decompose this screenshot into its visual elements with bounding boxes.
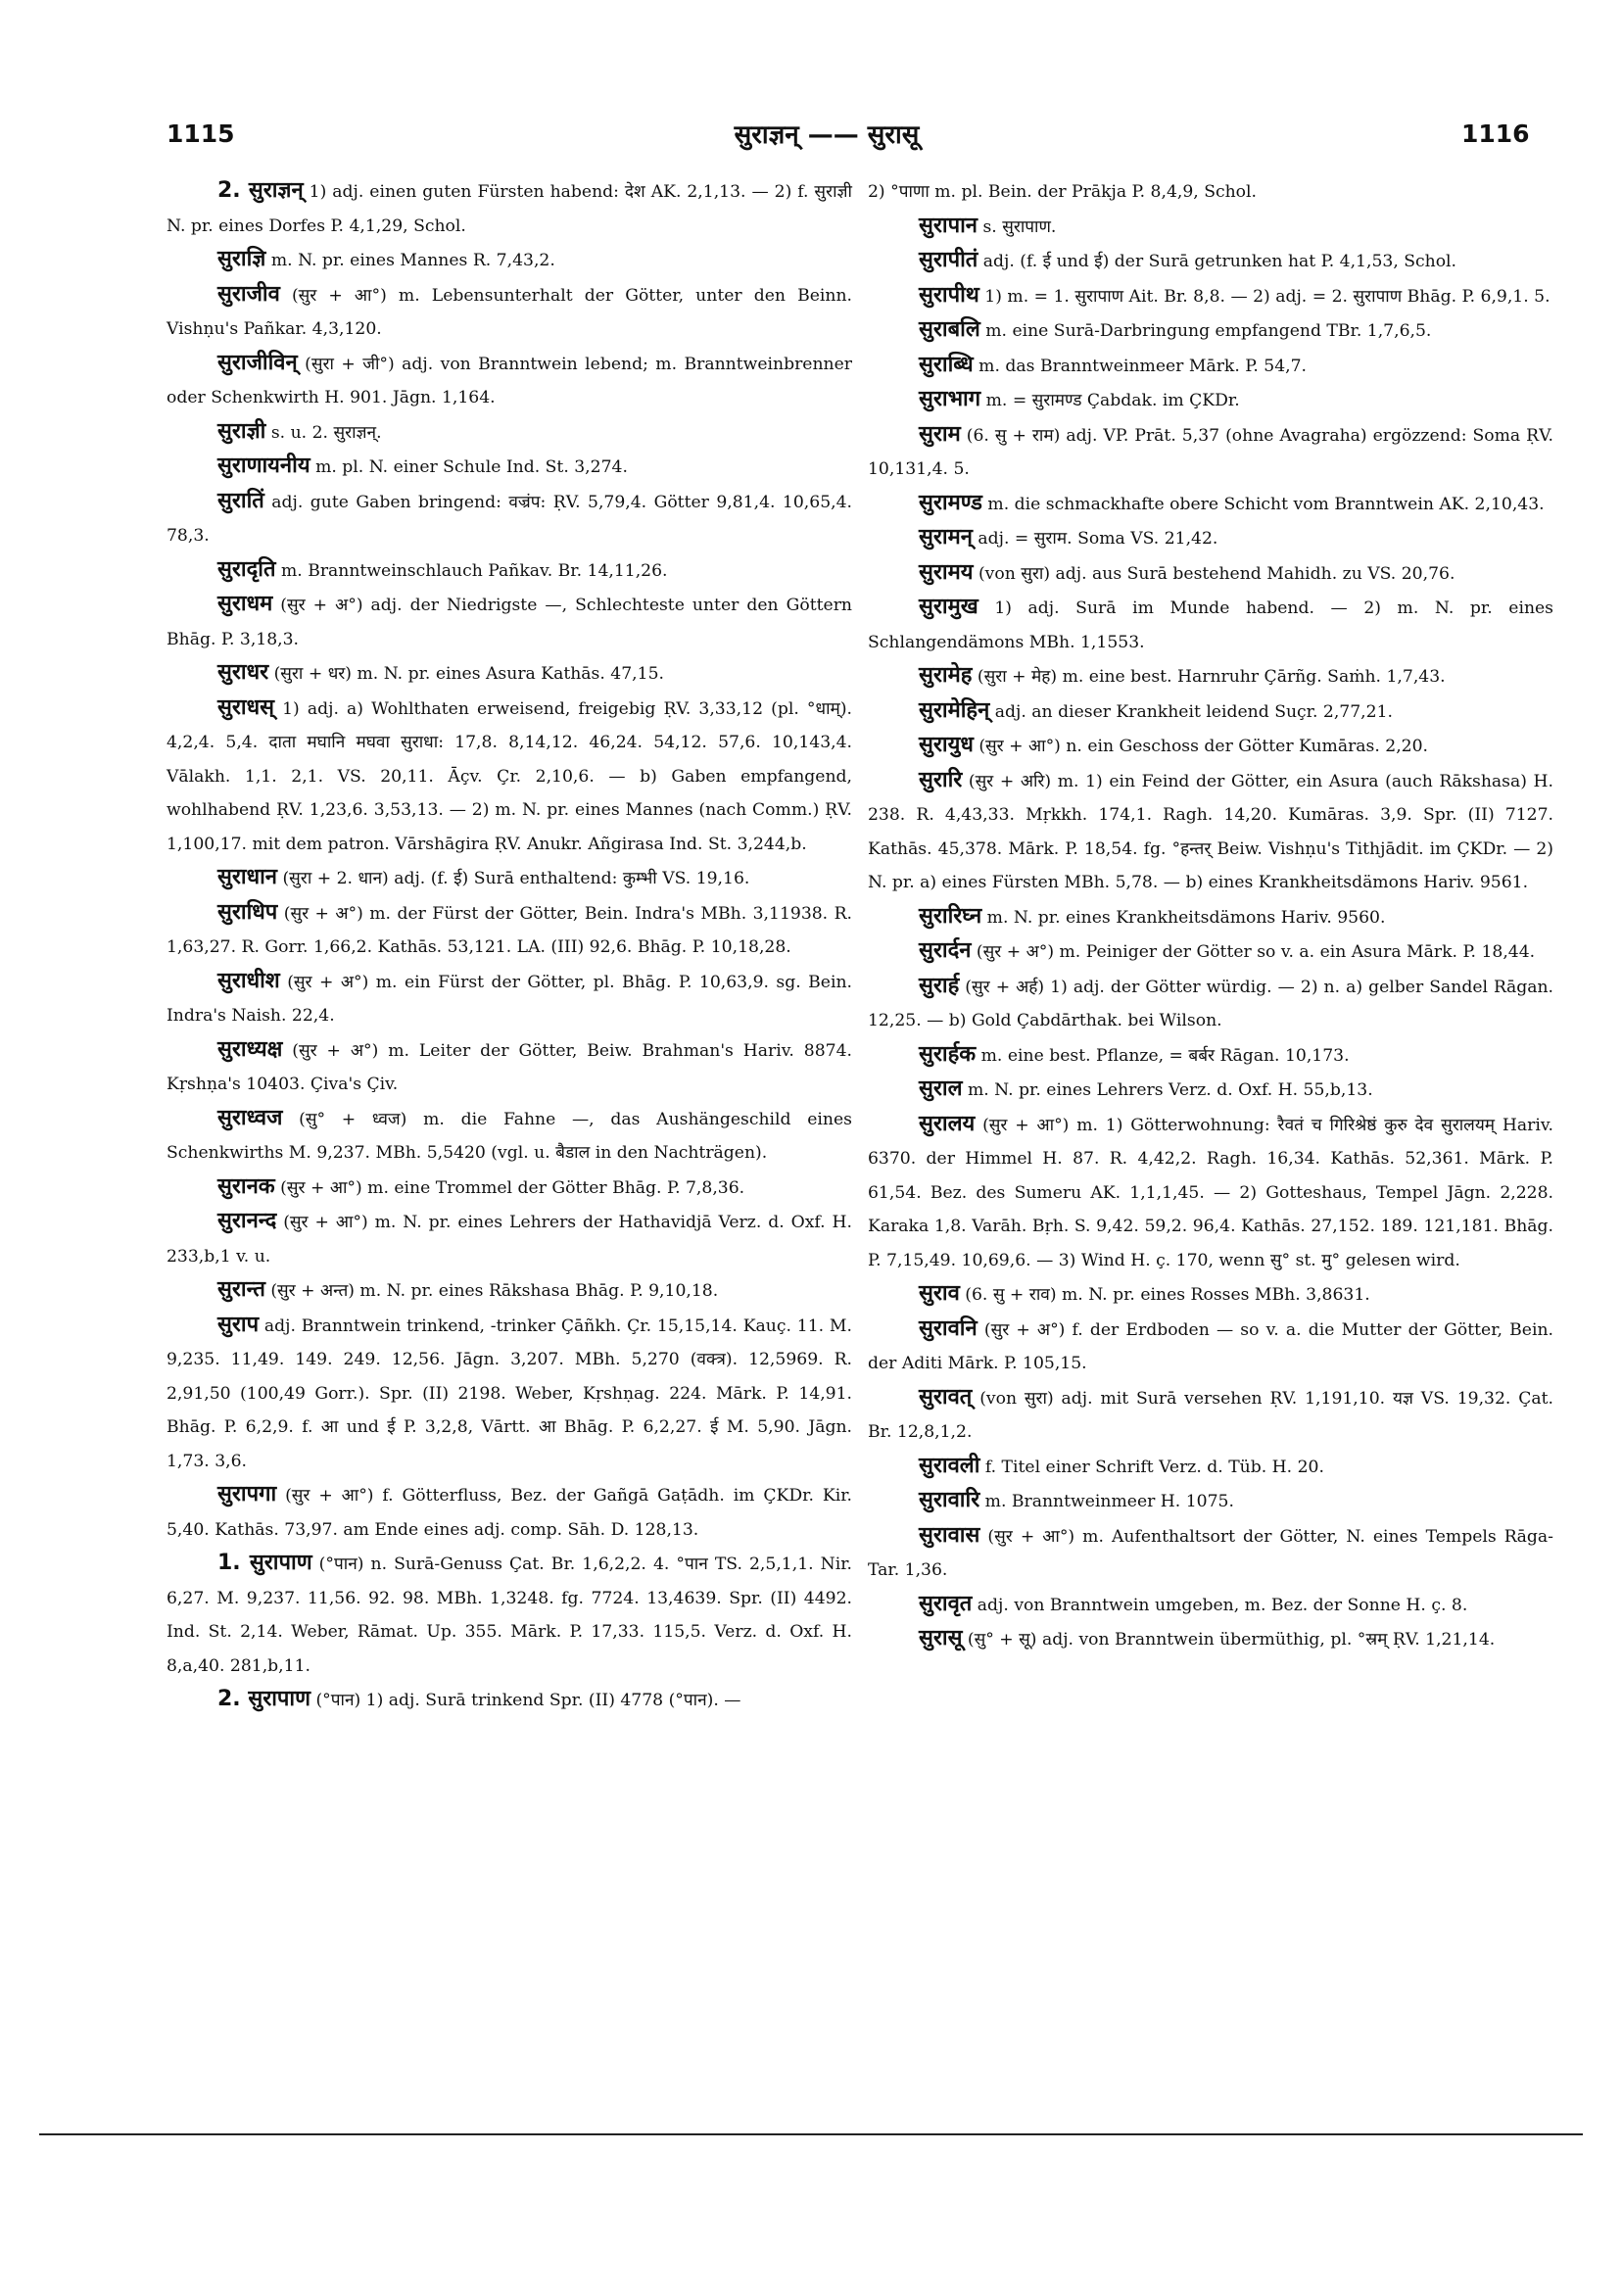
entry-headword: सुराल [919,1076,963,1101]
entry-text: m. Branntweinschlauch Pañkav. Br. 14,11,26. [275,560,668,581]
entry-text: 1) adj. Surā im Munde habend. — 2) m. N. pr. eines Schlangendämons MBh. 1,1553. [868,598,1553,652]
entry-text: adj. (f. ई und ई) der Surā getrunken hat P. 4,1,53, Schol. [978,252,1457,271]
entry-headword: सुरावृत [919,1591,973,1616]
dictionary-entry [868,349,1553,384]
dictionary-entry [868,244,1553,279]
entry-headword: सुरातिं [217,488,264,513]
entry-text: (सुर + आ°) f. Götterfluss, Bez. der Gañgā Gaṭādh. im ÇKDr. Kir. 5,40. Kathās. 73,97. am Ende eines adj. comp. Sāh. D. 128,13. [167,1486,852,1540]
entry-headword: सुरामय [919,559,974,585]
dictionary-entry [868,1313,1553,1381]
entry-headword: सुराम [919,421,961,447]
entry-headword: सुरावास [919,1522,980,1548]
entry-text: (°पान) 1) adj. Surā trinkend Spr. (II) 4778 (°पान). — [310,1691,741,1710]
running-header: सुराज्ञन् —— सुरासू [734,120,920,150]
dictionary-entry [868,900,1553,935]
dictionary-entry [167,243,852,278]
entry-text: m. pl. N. einer Schule Ind. St. 3,274. [310,457,628,477]
entry-text: (सुर + आ°) m. Lebensunterhalt der Götter, unter den Beinn. Vishṇu's Pañkar. 4,3,120. [167,285,852,339]
entry-text: (सुरा + जी°) adj. von Branntwein lebend; m. Branntweinbrenner oder Schenkwirth H. 901. Jāgn. 1,164. [167,354,852,407]
entry-text: (सुर + अन्त) m. N. pr. eines Rākshasa Bhāg. P. 9,10,18. [264,1281,719,1301]
entry-text: (सुर + आ°) m. 1) Götterwohnung: रैवतं च गिरिश्रेष्ठं कुरु देव सुरालयम् Hariv. 6370. der Himmel H. 87. R. 4,42,2. Ragh. 16,34. Kathās. 52,361. Mārk. P. 61,54. Bez. des Sumeru AK. 1,1,1,45. — 2) Gotteshaus, Tempel Jāgn. 2,228. Karaka 1,8. Varāh. Bṛh. S. 9,42. 59,2. 96,4. Kathās. 27,152. 189. 121,181. Bhāg. P. 7,15,49. 10,69,6. — 3) Wind H. ç. 170, wenn सु° st. मु° gelesen wird. [868,1115,1553,1270]
dictionary-entry [167,861,852,896]
entry-text: (सुर + अर्ह) 1) adj. der Götter würdig. — 2) n. a) gelber Sandel Rāgan. 12,25. — b) Gold Çabdārthak. bei Wilson. [868,977,1553,1030]
entry-headword: सुरान्त [217,1277,265,1302]
entry-text: s. सुरापाण. [977,216,1057,237]
entry-headword: सुरानन्द [217,1209,277,1233]
entry-headword: सुराधम [217,592,273,616]
entry-headword: सुराप [217,1312,260,1337]
entry-headword: सुराधान [217,865,278,889]
entry-headword: सुरादृति [217,556,276,582]
entry-headword: सुराज्ञी [217,418,266,444]
entry-text: (सुर + आ°) m. eine Trommel der Götter Bhāg. P. 7,8,36. [274,1177,745,1198]
entry-headword: सुरायुध [919,733,974,757]
entry-text: (सु° + ध्वज) m. die Fahne —, das Aushängeschild eines Schenkwirths M. 9,237. MBh. 5,5420 (vgl. u. बैडाल in den Nachträgen). [167,1109,852,1163]
entry-text: (°पान) n. Surā-Genuss Çat. Br. 1,6,2,2. 4. °पान TS. 2,5,1,1. Nir. 6,27. M. 9,237. 11,56. 92. 98. MBh. 1,3248. fg. 7724. 13,4639. Spr. (II) 4492. Ind. St. 2,14. Weber, Rāmat. Up. 355. Mārk. P. 17,33. 115,5. Verz. d. Oxf. H. 8,a,40. 281,b,11. [167,1555,852,1676]
entry-text: (सुर + अरि) m. 1) ein Feind der Götter, ein Asura (auch Rākshasa) H. 238. R. 4,43,33. Mṛkkh. 174,1. Ragh. 14,20. Kumāras. 3,9. Spr. (II) 7127. Kathās. 45,378. Mārk. P. 18,54. fg. °हन्तर् Beiw. Vishṇu's Tithjādit. im ÇKDr. — 2) N. pr. a) eines Fürsten MBh. 5,78. — b) eines Krankheitsdämons Hariv. 9561. [868,771,1553,892]
entry-text: (von सुरा) adj. aus Surā bestehend Mahidh. zu VS. 20,76. [973,563,1455,584]
dictionary-entry [868,521,1553,556]
dictionary-entry [868,1519,1553,1588]
entry-headword: सुरापान [919,213,978,238]
entry-headword: सुरामण्ड [919,490,982,515]
entry-text: (von सुरा) adj. mit Surā versehen ṚV. 1,191,10. यज्ञ VS. 19,32. Çat. Br. 12,8,1,2. [868,1388,1553,1442]
entry-headword: सुरावली [919,1453,980,1478]
dictionary-entry [868,210,1553,245]
entry-text: 1) adj. einen guten Fürsten habend: देश AK. 2,1,13. — 2) f. सुराज्ञी N. pr. eines Dorfes P. 4,1,29, Schol. [167,182,852,236]
entry-headword: सुराज्ञि [217,247,266,271]
dictionary-entry [167,415,852,451]
dictionary-entry [868,383,1553,418]
dictionary-entry [167,174,852,243]
dictionary-entry [167,485,852,553]
entry-headword: 1. सुरापाण [217,1551,312,1575]
entry-text: s. u. 2. सुराज्ञन्. [265,422,382,443]
entry-headword: सुरामेहिन् [919,697,990,723]
entry-text: (सुर + आ°) m. N. pr. eines Lehrers der Hathavidjā Verz. d. Oxf. H. 233,b,1 v. u. [167,1213,852,1267]
dictionary-entry [868,659,1553,694]
dictionary-entry [868,1588,1553,1623]
dictionary-entry [868,279,1553,314]
entry-headword: सुराब्धि [919,352,974,377]
entry-text: (सुर + अ°) m. der Fürst der Götter, Bein. Indra's MBh. 3,11938. R. 1,63,27. R. Gorr. 1,66,2. Kathās. 53,121. LA. (III) 92,6. Bhāg. P. 10,18,28. [167,903,852,957]
entry-headword: सुरापगा [217,1482,277,1507]
dictionary-entry [868,313,1553,349]
dictionary-entry [167,965,852,1033]
entry-headword: सुरापीतं [919,248,978,272]
entry-headword: सुरावत् [919,1384,973,1410]
entry-text: m. N. pr. eines Mannes R. 7,43,2. [265,251,555,270]
entry-text: m. eine Surā-Darbringung empfangend TBr. 1,7,6,5. [979,321,1432,341]
entry-headword: सुराधर [217,660,269,685]
dictionary-entry [868,174,1553,210]
dictionary-entry [167,1309,852,1479]
dictionary-entry [167,1547,852,1683]
dictionary-entry [167,347,852,415]
entry-text: m. N. pr. eines Lehrers Verz. d. Oxf. H. 55,b,13. [962,1080,1373,1100]
entry-headword: सुराध्वज [217,1105,283,1130]
entry-text: m. die schmackhafte obere Schicht vom Branntwein AK. 2,10,43. [981,494,1545,514]
entry-headword: सुराणायनीय [217,454,310,478]
dictionary-entry [868,591,1553,659]
entry-headword: सुराजीव [217,281,280,307]
entry-text: adj. = सुराम. Soma VS. 21,42. [972,529,1218,549]
dictionary-entry [868,1484,1553,1519]
entry-headword: सुराधस् [217,694,274,720]
entry-text: 1) m. = 1. सुरापाण Ait. Br. 8,8. — 2) adj. = 2. सुरापाण Bhāg. P. 6,9,1. 5. [978,286,1550,307]
bottom-rule [39,2133,1583,2135]
dictionary-entry [167,656,852,692]
entry-text: m. eine best. Pflanze, = बर्बर Rāgan. 10,173. [976,1045,1350,1066]
dictionary-entry [167,1171,852,1206]
entry-headword: सुरावनि [919,1315,978,1341]
entry-text: m. N. pr. eines Krankheitsdämons Hariv. 9560. [981,907,1386,928]
dictionary-entry [868,556,1553,592]
entry-text: (6. सु + राम) adj. VP. Prāt. 5,37 (ohne Avagraha) ergözzend: Soma ṚV. 10,131,4. 5. [868,425,1553,479]
entry-headword: सुराध्यक्ष [217,1036,283,1062]
entry-text: m. = सुरामण्ड Çabdak. im ÇKDr. [980,391,1240,410]
entry-text: adj. Branntwein trinkend, -trinker Çāñkh. Çr. 15,15,14. Kauç. 11. M. 9,235. 11,49. 149. 249. 12,56. Jāgn. 3,207. MBh. 5,270 (वक्त्र). 12,5969. R. 2,91,50 (100,49 Gorr.). Spr. (II) 2198. Weber, Kṛshṇag. 224. Mārk. P. 14,91. Bhāg. P. 6,2,9. f. आ und ई P. 3,2,8, Vārtt. आ Bhāg. P. 6,2,27. ई M. 5,90. Jāgn. 1,73. 3,6. [167,1315,852,1471]
entry-text: (सुर + अ°) m. ein Fürst der Götter, pl. Bhāg. P. 10,63,9. sg. Bein. Indra's Naish. 22,4. [167,972,852,1026]
entry-text: (6. सु + राव) m. N. pr. eines Rosses MBh. 3,8631. [959,1285,1370,1305]
entry-text: (सुर + अ°) m. Peiniger der Götter so v. a. ein Asura Mārk. P. 18,44. [971,942,1536,962]
entry-headword: सुरामुख [919,595,978,619]
entry-text: f. Titel einer Schrift Verz. d. Tüb. H. 20. [979,1457,1324,1477]
dictionary-entry [868,418,1553,487]
entry-text: m. das Branntweinmeer Mārk. P. 54,7. [973,356,1307,376]
dictionary-entry [868,764,1553,900]
dictionary-entry [167,1033,852,1102]
dictionary-entry [167,1273,852,1309]
entry-headword: सुरार्दन [919,938,972,963]
page-number-right: 1116 [1461,120,1530,148]
entry-headword: सुराभाग [919,387,981,411]
entry-headword: सुरानक [217,1173,275,1199]
entry-headword: सुराधिप [217,899,278,925]
entry-text: 1) adj. a) Wohlthaten erweisend, freigebig ṚV. 3,33,12 (pl. °धाम्). 4,2,4. 5,4. दाता मघानि मघवा सुराधा: 17,8. 8,14,12. 46,24. 54,12. 57,6. 10,143,4. Vālakh. 1,1. 2,1. VS. 20,11. Āçv. Çr. 2,10,6. — b) Gaben empfangend, wohlhabend ṚV. 1,23,6. 3,53,13. — 2) m. N. pr. eines Mannes (nach Comm.) ṚV. 1,100,17. mit dem patron. Vārshāgira ṚV. Anukr. Añgirasa Ind. St. 3,244,b. [167,698,852,854]
dictionary-entry [868,1277,1553,1313]
entry-text: (सुरा + धर) m. N. pr. eines Asura Kathās. 47,15. [268,664,664,684]
entry-headword: सुरासू [919,1626,963,1650]
entry-headword: सुरामन् [919,525,973,550]
entry-headword: 2. सुरापाण [217,1687,310,1711]
entry-text: 2) °पाणा m. pl. Bein. der Prākja P. 8,4,9, Schol. [868,182,1257,202]
entry-headword: सुराधीश [217,968,280,993]
dictionary-entry [167,1102,852,1171]
dictionary-entry [868,1073,1553,1108]
entry-headword: सुराजीविन् [217,350,298,375]
entry-text: adj. von Branntwein umgeben, m. Bez. der Sonne H. ç. 8. [972,1595,1468,1615]
dictionary-entry [167,450,852,485]
entry-text: (सुरा + मेह) m. eine best. Harnruhr Çārñg. Saṁh. 1,7,43. [972,667,1446,687]
page-number-left: 1115 [167,120,235,148]
dictionary-entry [868,487,1553,522]
entry-headword: सुरालय [919,1111,976,1136]
dictionary-entry [167,1478,852,1547]
dictionary-entry [868,1108,1553,1278]
entry-headword: सुरार्ह [919,973,960,998]
entry-text: adj. an dieser Krankheit leidend Suçr. 2,77,21. [989,701,1393,722]
entry-text: m. Branntweinmeer H. 1075. [979,1492,1234,1511]
entry-headword: सुरावारि [919,1488,980,1512]
entry-headword: 2. सुराज्ञन् [217,178,304,203]
entry-headword: सुराव [919,1281,960,1306]
dictionary-entry [868,934,1553,970]
dictionary-entry [167,692,852,862]
entry-headword: सुरारिघ्न [919,903,982,929]
entry-text: (सु° + सू) adj. von Branntwein übermüthig, pl. °स्रम् ṚV. 1,21,14. [962,1630,1496,1650]
entry-text: (सुरा + 2. धान) adj. (f. ई) Surā enthaltend: कुम्भी VS. 19,16. [277,869,750,888]
entry-headword: सुरापीथ [919,282,979,308]
entry-text: (सुर + आ°) m. Aufenthaltsort der Götter, N. eines Tempels Rāga-Tar. 1,36. [868,1526,1553,1580]
dictionary-entry [868,729,1553,764]
entry-text: (सुर + अ°) f. der Erdboden — so v. a. die Mutter der Götter, Bein. der Aditi Mārk. P. 105,15. [868,1319,1553,1373]
entry-text: (सुर + अ°) adj. der Niedrigste —, Schlechteste unter den Göttern Bhāg. P. 3,18,3. [167,596,852,649]
dictionary-entry [167,1205,852,1273]
dictionary-entry [868,1622,1553,1657]
dictionary-entry [868,694,1553,730]
dictionary-entry [868,1450,1553,1485]
right-column [868,174,1553,1657]
dictionary-entry [167,553,852,589]
entry-headword: सुराबलि [919,317,980,342]
entry-text: (सुर + अ°) m. Leiter der Götter, Beiw. Brahman's Hariv. 8874. Kṛshṇa's 10403. Çiva's Çiv. [167,1040,852,1094]
dictionary-entry [167,588,852,656]
dictionary-entry [868,970,1553,1038]
dictionary-entry [868,1038,1553,1074]
dictionary-entry [868,1381,1553,1450]
entry-text: (सुर + आ°) n. ein Geschoss der Götter Kumāras. 2,20. [973,737,1429,756]
entry-headword: सुरारि [919,767,963,792]
dictionary-entry [167,896,852,965]
entry-headword: सुरामेह [919,663,973,688]
entry-text: adj. gute Gaben bringend: वज्रंप: ṚV. 5,79,4. Götter 9,81,4. 10,65,4. 78,3. [167,492,852,546]
dictionary-entry [167,1683,852,1718]
left-column [167,174,852,1718]
dictionary-entry [167,278,852,347]
entry-headword: सुरार्हक [919,1041,977,1067]
